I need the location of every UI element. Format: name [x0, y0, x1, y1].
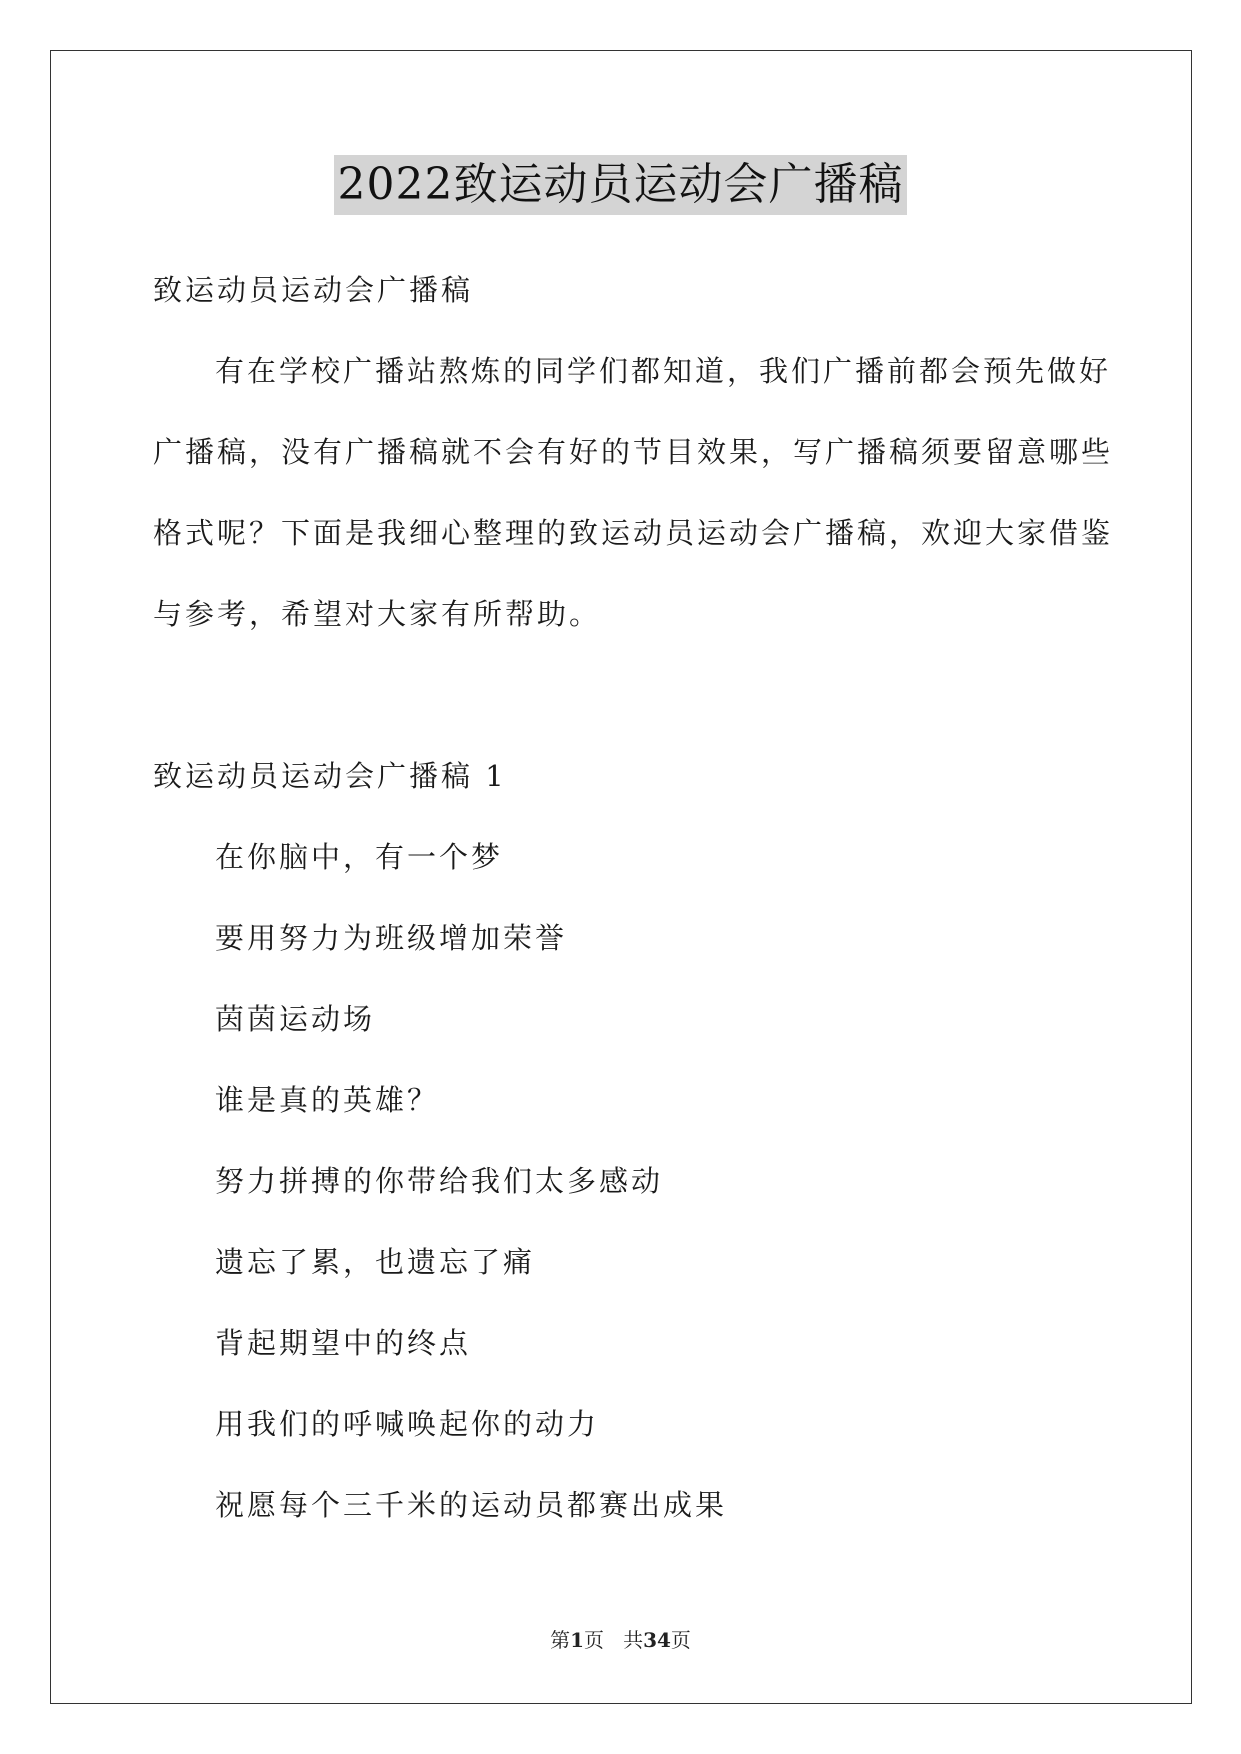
intro-line-4: 与参考，希望对大家有所帮助。	[153, 597, 602, 631]
document-title: 2022致运动员运动会广播稿	[334, 155, 908, 215]
intro-heading: 致运动员运动会广播稿	[153, 273, 474, 307]
intro-line-3: 格式呢？下面是我细心整理的致运动员运动会广播稿，欢迎大家借鉴	[153, 516, 1114, 550]
poem-line-4: 谁是真的英雄？	[215, 1083, 440, 1117]
section-heading: 致运动员运动会广播稿 1	[153, 759, 507, 793]
page-footer	[0, 1626, 1241, 1654]
poem-line-5: 努力拼搏的你带给我们太多感动	[215, 1164, 664, 1198]
footer-page-suffix: 页	[584, 1628, 604, 1652]
footer-total-prefix: 共	[623, 1628, 644, 1652]
footer-total-pages: 34	[643, 1628, 671, 1652]
poem-line-6: 遗忘了累，也遗忘了痛	[215, 1245, 536, 1279]
footer-total-suffix: 页	[670, 1628, 691, 1652]
intro-line-2: 广播稿，没有广播稿就不会有好的节目效果，写广播稿须要留意哪些	[153, 435, 1114, 469]
poem-line-9: 祝愿每个三千米的运动员都赛出成果	[215, 1488, 728, 1522]
poem-line-7: 背起期望中的终点	[215, 1326, 472, 1360]
poem-line-2: 要用努力为班级增加荣誉	[215, 921, 568, 955]
poem-line-3: 茵茵运动场	[215, 1002, 376, 1036]
title-container	[0, 155, 1241, 215]
poem-line-1: 在你脑中，有一个梦	[215, 840, 504, 874]
footer-page-prefix: 第	[550, 1628, 571, 1652]
intro-line-1: 有在学校广播站熬炼的同学们都知道，我们广播前都会预先做好	[215, 354, 1112, 388]
footer-page-number: 1	[570, 1628, 584, 1652]
poem-line-8: 用我们的呼喊唤起你的动力	[215, 1407, 600, 1441]
